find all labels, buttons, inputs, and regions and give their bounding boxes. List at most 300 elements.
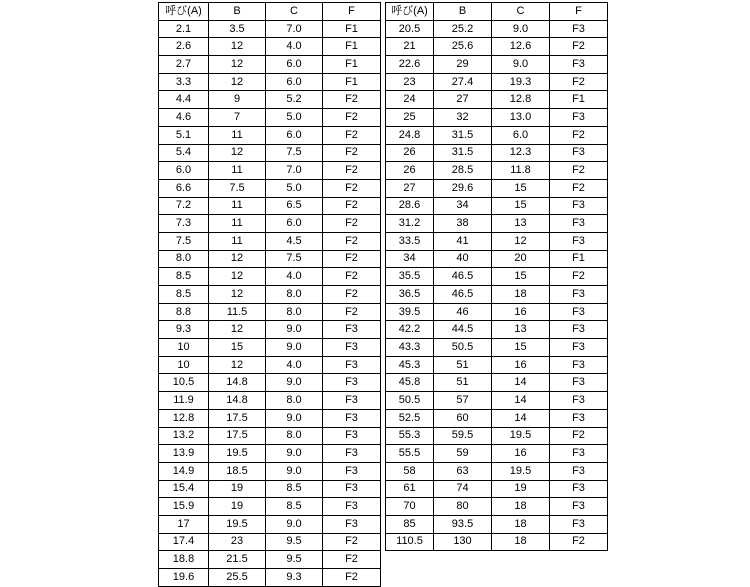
cell-nominal: 6.0 (159, 162, 209, 180)
cell-c: 16 (492, 303, 550, 321)
cell-nominal: 61 (386, 480, 434, 498)
cell-c: 5.0 (266, 179, 323, 197)
cell-nominal: 28.6 (386, 197, 434, 215)
cell-nominal: 10 (159, 339, 209, 357)
cell-nominal: 15.4 (159, 480, 209, 498)
cell-f: F3 (550, 286, 608, 304)
cell-b: 19.5 (209, 445, 266, 463)
cell-nominal: 45.8 (386, 374, 434, 392)
table-row (386, 179, 608, 197)
cell-b: 11.5 (209, 303, 266, 321)
cell-nominal: 55.3 (386, 427, 434, 445)
cell-b: 40 (434, 250, 492, 268)
cell-f: F1 (550, 250, 608, 268)
cell-f: F3 (550, 56, 608, 74)
cell-nominal: 52.5 (386, 409, 434, 427)
cell-b: 50.5 (434, 339, 492, 357)
table-row (159, 91, 381, 109)
cell-b: 12 (209, 356, 266, 374)
cell-nominal: 20.5 (386, 20, 434, 38)
cell-f: F2 (323, 268, 381, 286)
table-row (386, 20, 608, 38)
cell-nominal: 85 (386, 515, 434, 533)
cell-f: F2 (323, 303, 381, 321)
cell-nominal: 45.3 (386, 356, 434, 374)
cell-f: F3 (550, 515, 608, 533)
cell-nominal: 2.7 (159, 56, 209, 74)
cell-b: 44.5 (434, 321, 492, 339)
cell-f: F3 (550, 356, 608, 374)
table-row (386, 38, 608, 56)
cell-b: 12 (209, 144, 266, 162)
table-row (386, 480, 608, 498)
cell-c: 9.0 (266, 515, 323, 533)
table-row (159, 126, 381, 144)
cell-c: 8.0 (266, 303, 323, 321)
table-row (159, 498, 381, 516)
cell-c: 7.5 (266, 144, 323, 162)
cell-b: 3.5 (209, 20, 266, 38)
cell-nominal: 5.4 (159, 144, 209, 162)
cell-nominal: 26 (386, 162, 434, 180)
cell-nominal: 10.5 (159, 374, 209, 392)
cell-b: 12 (209, 321, 266, 339)
table-row (386, 73, 608, 91)
cell-f: F3 (550, 480, 608, 498)
cell-c: 7.0 (266, 20, 323, 38)
cell-f: F3 (550, 215, 608, 233)
table-body (159, 20, 381, 586)
table-row (159, 533, 381, 551)
table-row (386, 374, 608, 392)
table-row (386, 268, 608, 286)
table-row (159, 268, 381, 286)
table-row (159, 20, 381, 38)
table-row (386, 321, 608, 339)
cell-nominal: 14.9 (159, 462, 209, 480)
cell-c: 9.0 (266, 321, 323, 339)
cell-c: 15 (492, 339, 550, 357)
cell-f: F2 (323, 286, 381, 304)
cell-b: 31.5 (434, 144, 492, 162)
cell-b: 29 (434, 56, 492, 74)
table-row (386, 162, 608, 180)
cell-b: 46.5 (434, 268, 492, 286)
cell-c: 5.2 (266, 91, 323, 109)
cell-f: F2 (550, 179, 608, 197)
cell-f: F2 (323, 551, 381, 569)
cell-c: 9.0 (266, 462, 323, 480)
cell-c: 6.0 (492, 126, 550, 144)
cell-f: F2 (323, 250, 381, 268)
table-row (386, 303, 608, 321)
cell-b: 28.5 (434, 162, 492, 180)
table-row (386, 409, 608, 427)
table-row (386, 427, 608, 445)
cell-b: 11 (209, 126, 266, 144)
table-row (386, 533, 608, 551)
cell-nominal: 18.8 (159, 551, 209, 569)
table-row (386, 515, 608, 533)
table-row (386, 339, 608, 357)
table-row (159, 321, 381, 339)
cell-c: 19.5 (492, 427, 550, 445)
cell-b: 7.5 (209, 179, 266, 197)
cell-b: 60 (434, 409, 492, 427)
table-row (159, 462, 381, 480)
cell-c: 12.6 (492, 38, 550, 56)
table-row (386, 91, 608, 109)
cell-c: 15 (492, 268, 550, 286)
cell-c: 9.0 (492, 56, 550, 74)
cell-b: 25.2 (434, 20, 492, 38)
cell-c: 8.5 (266, 480, 323, 498)
cell-nominal: 2.1 (159, 20, 209, 38)
cell-nominal: 26 (386, 144, 434, 162)
table-header (159, 3, 381, 21)
cell-c: 6.0 (266, 73, 323, 91)
table-row (159, 109, 381, 127)
cell-b: 41 (434, 232, 492, 250)
cell-nominal: 8.8 (159, 303, 209, 321)
cell-f: F2 (323, 215, 381, 233)
table-row (159, 374, 381, 392)
cell-c: 15 (492, 197, 550, 215)
table-row (159, 303, 381, 321)
header-nominal: 呼び(A) (386, 3, 434, 21)
cell-nominal: 2.6 (159, 38, 209, 56)
cell-b: 11 (209, 232, 266, 250)
cell-c: 6.5 (266, 197, 323, 215)
cell-f: F2 (550, 533, 608, 551)
table-row (386, 250, 608, 268)
cell-b: 31.5 (434, 126, 492, 144)
header-f: F (550, 3, 608, 21)
cell-c: 18 (492, 286, 550, 304)
cell-f: F3 (550, 144, 608, 162)
cell-b: 11 (209, 162, 266, 180)
cell-nominal: 15.9 (159, 498, 209, 516)
cell-b: 17.5 (209, 427, 266, 445)
cell-nominal: 27 (386, 179, 434, 197)
cell-f: F2 (323, 109, 381, 127)
cell-f: F3 (550, 392, 608, 410)
cell-b: 80 (434, 498, 492, 516)
cell-nominal: 4.4 (159, 91, 209, 109)
cell-nominal: 7.5 (159, 232, 209, 250)
table-row (159, 445, 381, 463)
cell-f: F2 (550, 268, 608, 286)
cell-f: F2 (323, 91, 381, 109)
cell-c: 15 (492, 179, 550, 197)
cell-f: F1 (323, 56, 381, 74)
table-row (386, 286, 608, 304)
cell-f: F1 (323, 20, 381, 38)
cell-f: F3 (323, 409, 381, 427)
cell-c: 9.5 (266, 551, 323, 569)
cell-c: 14 (492, 374, 550, 392)
cell-nominal: 55.5 (386, 445, 434, 463)
cell-c: 9.0 (266, 409, 323, 427)
cell-f: F3 (550, 303, 608, 321)
cell-b: 12 (209, 38, 266, 56)
cell-f: F3 (550, 374, 608, 392)
table-row (159, 569, 381, 587)
table-body (386, 20, 608, 551)
cell-c: 8.5 (266, 498, 323, 516)
cell-c: 14 (492, 409, 550, 427)
cell-c: 12.3 (492, 144, 550, 162)
table-row (386, 445, 608, 463)
table-row (386, 197, 608, 215)
cell-f: F2 (550, 126, 608, 144)
cell-c: 8.0 (266, 286, 323, 304)
cell-nominal: 5.1 (159, 126, 209, 144)
cell-c: 8.0 (266, 427, 323, 445)
table-row (159, 392, 381, 410)
cell-b: 12 (209, 250, 266, 268)
header-nominal: 呼び(A) (159, 3, 209, 21)
cell-nominal: 17.4 (159, 533, 209, 551)
cell-b: 19 (209, 498, 266, 516)
table-row (159, 250, 381, 268)
cell-nominal: 23 (386, 73, 434, 91)
table-row (159, 73, 381, 91)
cell-nominal: 24 (386, 91, 434, 109)
cell-f: F3 (550, 232, 608, 250)
cell-f: F3 (323, 515, 381, 533)
cell-b: 11 (209, 197, 266, 215)
header-row (159, 3, 381, 21)
cell-nominal: 24.8 (386, 126, 434, 144)
table-row (386, 498, 608, 516)
cell-b: 14.8 (209, 392, 266, 410)
cell-b: 93.5 (434, 515, 492, 533)
table-row (159, 179, 381, 197)
cell-c: 6.0 (266, 215, 323, 233)
cell-c: 16 (492, 356, 550, 374)
table-row (386, 392, 608, 410)
cell-nominal: 9.3 (159, 321, 209, 339)
cell-nominal: 42.2 (386, 321, 434, 339)
cell-c: 13 (492, 215, 550, 233)
table-row (159, 515, 381, 533)
table-row (386, 462, 608, 480)
table-row (159, 56, 381, 74)
table-row (386, 126, 608, 144)
cell-nominal: 8.5 (159, 268, 209, 286)
cell-nominal: 21 (386, 38, 434, 56)
cell-nominal: 3.3 (159, 73, 209, 91)
cell-f: F1 (550, 91, 608, 109)
header-f: F (323, 3, 381, 21)
cell-f: F3 (550, 445, 608, 463)
cell-f: F2 (323, 162, 381, 180)
cell-nominal: 25 (386, 109, 434, 127)
cell-nominal: 17 (159, 515, 209, 533)
cell-nominal: 31.2 (386, 215, 434, 233)
cell-f: F3 (323, 462, 381, 480)
cell-b: 51 (434, 374, 492, 392)
cell-b: 12 (209, 286, 266, 304)
cell-b: 29.6 (434, 179, 492, 197)
cell-b: 12 (209, 73, 266, 91)
cell-b: 38 (434, 215, 492, 233)
cell-nominal: 22.6 (386, 56, 434, 74)
table-row (159, 162, 381, 180)
cell-b: 51 (434, 356, 492, 374)
cell-b: 11 (209, 215, 266, 233)
cell-b: 59.5 (434, 427, 492, 445)
cell-c: 20 (492, 250, 550, 268)
cell-f: F2 (323, 144, 381, 162)
cell-f: F3 (323, 339, 381, 357)
table-row (386, 109, 608, 127)
cell-c: 19.5 (492, 462, 550, 480)
cell-f: F3 (550, 409, 608, 427)
cell-f: F3 (323, 498, 381, 516)
table-row (386, 356, 608, 374)
cell-nominal: 6.6 (159, 179, 209, 197)
header-c: C (266, 3, 323, 21)
header-row (386, 3, 608, 21)
cell-c: 9.5 (266, 533, 323, 551)
cell-f: F3 (550, 339, 608, 357)
cell-f: F3 (323, 321, 381, 339)
cell-c: 9.3 (266, 569, 323, 587)
cell-f: F2 (550, 162, 608, 180)
cell-nominal: 70 (386, 498, 434, 516)
cell-nominal: 34 (386, 250, 434, 268)
cell-b: 32 (434, 109, 492, 127)
cell-b: 9 (209, 91, 266, 109)
header-b: B (209, 3, 266, 21)
cell-f: F2 (323, 232, 381, 250)
cell-c: 9.0 (266, 339, 323, 357)
cell-nominal: 36.5 (386, 286, 434, 304)
cell-nominal: 8.5 (159, 286, 209, 304)
cell-b: 14.8 (209, 374, 266, 392)
cell-c: 6.0 (266, 56, 323, 74)
cell-f: F3 (550, 321, 608, 339)
cell-c: 4.0 (266, 268, 323, 286)
cell-f: F3 (550, 197, 608, 215)
cell-f: F3 (323, 427, 381, 445)
cell-f: F2 (323, 569, 381, 587)
cell-b: 15 (209, 339, 266, 357)
cell-f: F3 (323, 480, 381, 498)
cell-f: F3 (323, 374, 381, 392)
table-header (386, 3, 608, 21)
cell-c: 9.0 (492, 20, 550, 38)
cell-nominal: 39.5 (386, 303, 434, 321)
table-row (159, 197, 381, 215)
cell-f: F2 (323, 179, 381, 197)
cell-b: 18.5 (209, 462, 266, 480)
cell-c: 5.0 (266, 109, 323, 127)
cell-f: F3 (550, 109, 608, 127)
cell-c: 19.3 (492, 73, 550, 91)
cell-nominal: 12.8 (159, 409, 209, 427)
table-row (386, 144, 608, 162)
table-row (159, 286, 381, 304)
cell-b: 74 (434, 480, 492, 498)
cell-nominal: 11.9 (159, 392, 209, 410)
cell-nominal: 7.2 (159, 197, 209, 215)
header-c: C (492, 3, 550, 21)
cell-b: 46.5 (434, 286, 492, 304)
table-row (159, 232, 381, 250)
cell-nominal: 7.3 (159, 215, 209, 233)
cell-nominal: 35.5 (386, 268, 434, 286)
cell-nominal: 8.0 (159, 250, 209, 268)
cell-b: 19 (209, 480, 266, 498)
cell-nominal: 10 (159, 356, 209, 374)
cell-c: 4.0 (266, 38, 323, 56)
cell-c: 4.0 (266, 356, 323, 374)
cell-b: 7 (209, 109, 266, 127)
cell-f: F2 (323, 533, 381, 551)
table-row (159, 480, 381, 498)
cell-f: F3 (550, 20, 608, 38)
cell-b: 57 (434, 392, 492, 410)
cell-b: 17.5 (209, 409, 266, 427)
cell-f: F2 (550, 38, 608, 56)
cell-c: 9.0 (266, 374, 323, 392)
cell-c: 19 (492, 480, 550, 498)
cell-nominal: 50.5 (386, 392, 434, 410)
cell-b: 12 (209, 56, 266, 74)
cell-b: 63 (434, 462, 492, 480)
cell-b: 27.4 (434, 73, 492, 91)
cell-c: 18 (492, 515, 550, 533)
cell-nominal: 58 (386, 462, 434, 480)
table-row (159, 356, 381, 374)
cell-f: F1 (323, 73, 381, 91)
cell-nominal: 43.3 (386, 339, 434, 357)
cell-c: 14 (492, 392, 550, 410)
cell-nominal: 110.5 (386, 533, 434, 551)
cell-b: 25.5 (209, 569, 266, 587)
cell-nominal: 19.6 (159, 569, 209, 587)
cell-b: 19.5 (209, 515, 266, 533)
cell-f: F2 (550, 73, 608, 91)
cell-f: F2 (323, 126, 381, 144)
cell-b: 12 (209, 268, 266, 286)
cell-f: F3 (550, 498, 608, 516)
cell-b: 25.6 (434, 38, 492, 56)
cell-c: 6.0 (266, 126, 323, 144)
cell-c: 18 (492, 533, 550, 551)
table-row (159, 409, 381, 427)
cell-f: F3 (323, 356, 381, 374)
cell-f: F3 (550, 462, 608, 480)
cell-b: 46 (434, 303, 492, 321)
cell-b: 130 (434, 533, 492, 551)
cell-f: F2 (550, 427, 608, 445)
cell-c: 13 (492, 321, 550, 339)
table-row (159, 427, 381, 445)
cell-c: 12 (492, 232, 550, 250)
table-row (159, 551, 381, 569)
cell-c: 4.5 (266, 232, 323, 250)
cell-c: 9.0 (266, 445, 323, 463)
table-row (159, 339, 381, 357)
cell-f: F2 (323, 197, 381, 215)
cell-c: 18 (492, 498, 550, 516)
cell-b: 59 (434, 445, 492, 463)
table-row (386, 56, 608, 74)
